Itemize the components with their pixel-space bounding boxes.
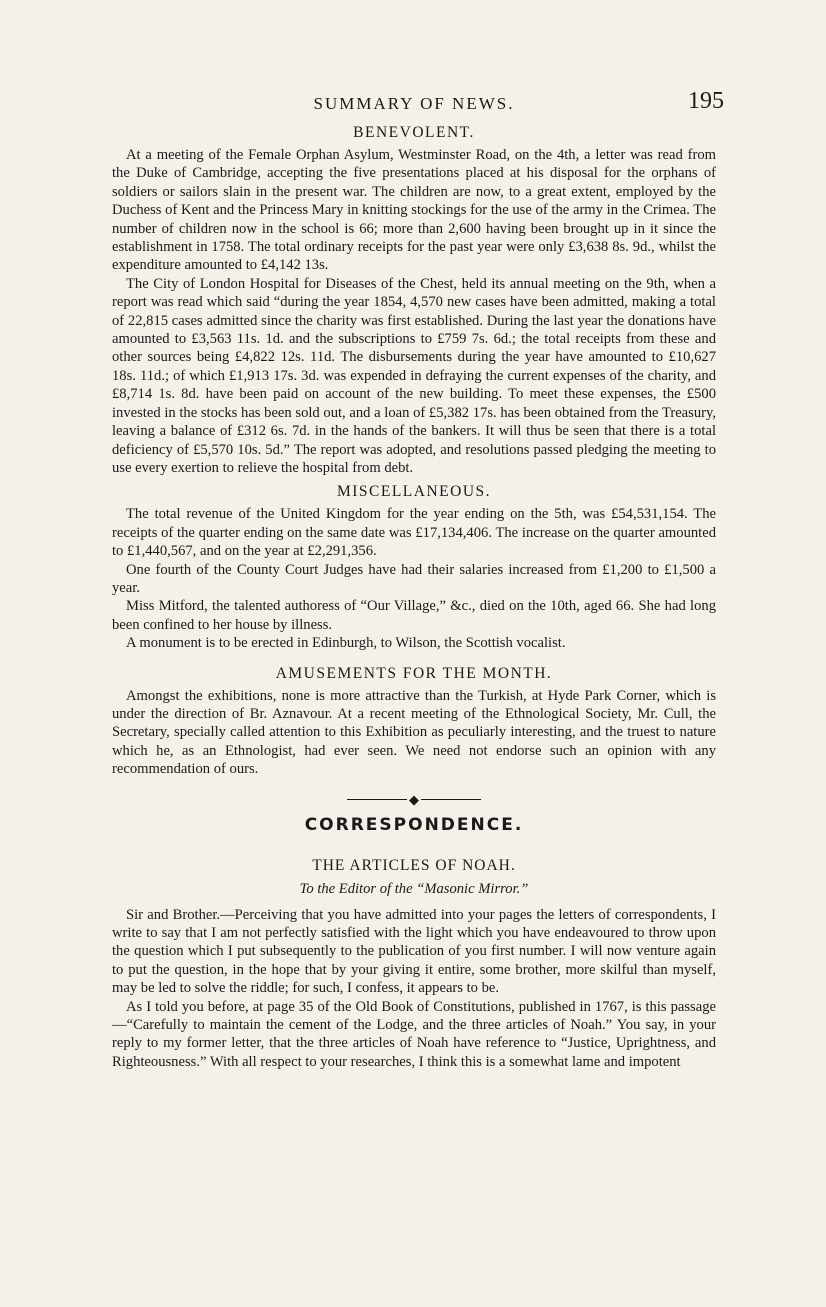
correspondence-banner: CORRESPONDENCE. <box>304 814 524 835</box>
paragraph: At a meeting of the Female Orphan Asylum, Westminster Road, on the 4th, a letter was read from the Duke of Cambridge, accepting the five presentations placed at his disposal for the orphans of soldiers or sailors slain in the present war. The children are now, to a great extent, employed by the Duchess of Kent and the Princess Mary in knitting stockings for the use of the army in the Crimea. The number of children now in the school is 66; more than 2,600 having been brought up in it since the establishment in 1758. The total ordinary receipts for the past year were only £3,638 8s. 9d., whilst the expenditure amounted to £4,142 13s. <box>112 147 716 274</box>
paragraph: Miss Mitford, the talented authoress of “Our Village,” &c., died on the 10th, aged 66. She had long been confined to her house by illness. <box>112 598 716 633</box>
ornamental-divider <box>112 791 716 807</box>
divider-rule <box>421 799 481 800</box>
running-title: SUMMARY OF NEWS. <box>313 94 515 113</box>
running-head <box>112 88 724 118</box>
paragraph: One fourth of the County Court Judges have had their salaries increased from £1,200 to £1,500 a year. <box>112 561 716 596</box>
article-title: THE ARTICLES OF NOAH. <box>312 856 516 874</box>
paragraph: A monument is to be erected in Edinburgh, to Wilson, the Scottish vocalist. <box>126 635 566 652</box>
paragraph: Sir and Brother.—Perceiving that you have admitted into your pages the letters of correspondents, I write to say that I am not perfectly satisfied with the light which you have endeavoured to throw upon the question which I put subsequently to the publication of you first number. I will now venture again to put the question, in the hope that by your giving it entire, some brother, more skilful than myself, may be led to solve the riddle; for such, I confess, it appears to be. <box>112 906 716 997</box>
paragraph: As I told you before, at page 35 of the Old Book of Constitutions, published in 1767, is this passage—“Carefully to maintain the cement of the Lodge, and the three articles of Noah.” You say, in your reply to my former letter, that the three articles of Noah have reference to “Justice, Uprightness, and Righteousness.” With all respect to your researches, I think this is a somewhat lame and impotent <box>112 998 716 1070</box>
page-number: 195 <box>688 88 724 114</box>
divider-rule <box>347 799 407 800</box>
paragraph: The City of London Hospital for Diseases of the Chest, held its annual meeting on the 9th, when a report was read which said “during the year 1854, 4,570 new cases have been admitted, making a total of 22,815 cases admitted since the charity was first established. During the last year the donations have amounted to £3,563 11s. 1d. and the subscriptions to £759 7s. 6d.; the total receipts from these and other sources being £4,822 12s. 11d. The disbursements during the year have amounted to £10,627 18s. 11d.; of which £1,913 17s. 3d. was expended in defraying the current expenses of the charity, and £8,714 1s. 8d. have been paid on account of the new building. To meet these expenses, the £500 invested in the stocks has been sold out, and a loan of £5,382 17s. has been obtained from the Treasury, leaving a balance of £312 6s. 7d. in the hands of the bankers. It will thus be seen that there is a total deficiency of £5,570 10s. 5d.” The report was adopted, and resolutions passed pledging the meeting to use every exertion to relieve the hospital from debt. <box>112 275 716 476</box>
diamond-ornament-icon: ◆ <box>409 791 419 807</box>
section-heading-amusements: AMUSEMENTS FOR THE MONTH. <box>275 664 553 682</box>
section-heading-benevolent: BENEVOLENT. <box>353 124 475 141</box>
paragraph: The total revenue of the United Kingdom for the year ending on the 5th, was £54,531,154. The receipts of the quarter ending on the same date was £17,134,406. The increase on the quarter amounted to £1,440,567, and on the year at £2,291,356. <box>112 506 716 560</box>
paragraph: Amongst the exhibitions, none is more attractive than the Turkish, at Hyde Park Corner, which is under the direction of Br. Aznavour. At a recent meeting of the Ethnological Society, Mr. Cull, the Secretary, specially called attention to this Exhibition as peculiarly interesting, and the truest to nature which he, as an Ethnologist, had ever seen. We need not endorse such an opinion with any recommendation of ours. <box>112 687 716 778</box>
article-byline: To the Editor of the “Masonic Mirror.” <box>299 880 529 897</box>
section-heading-miscellaneous: MISCELLANEOUS. <box>336 483 492 501</box>
